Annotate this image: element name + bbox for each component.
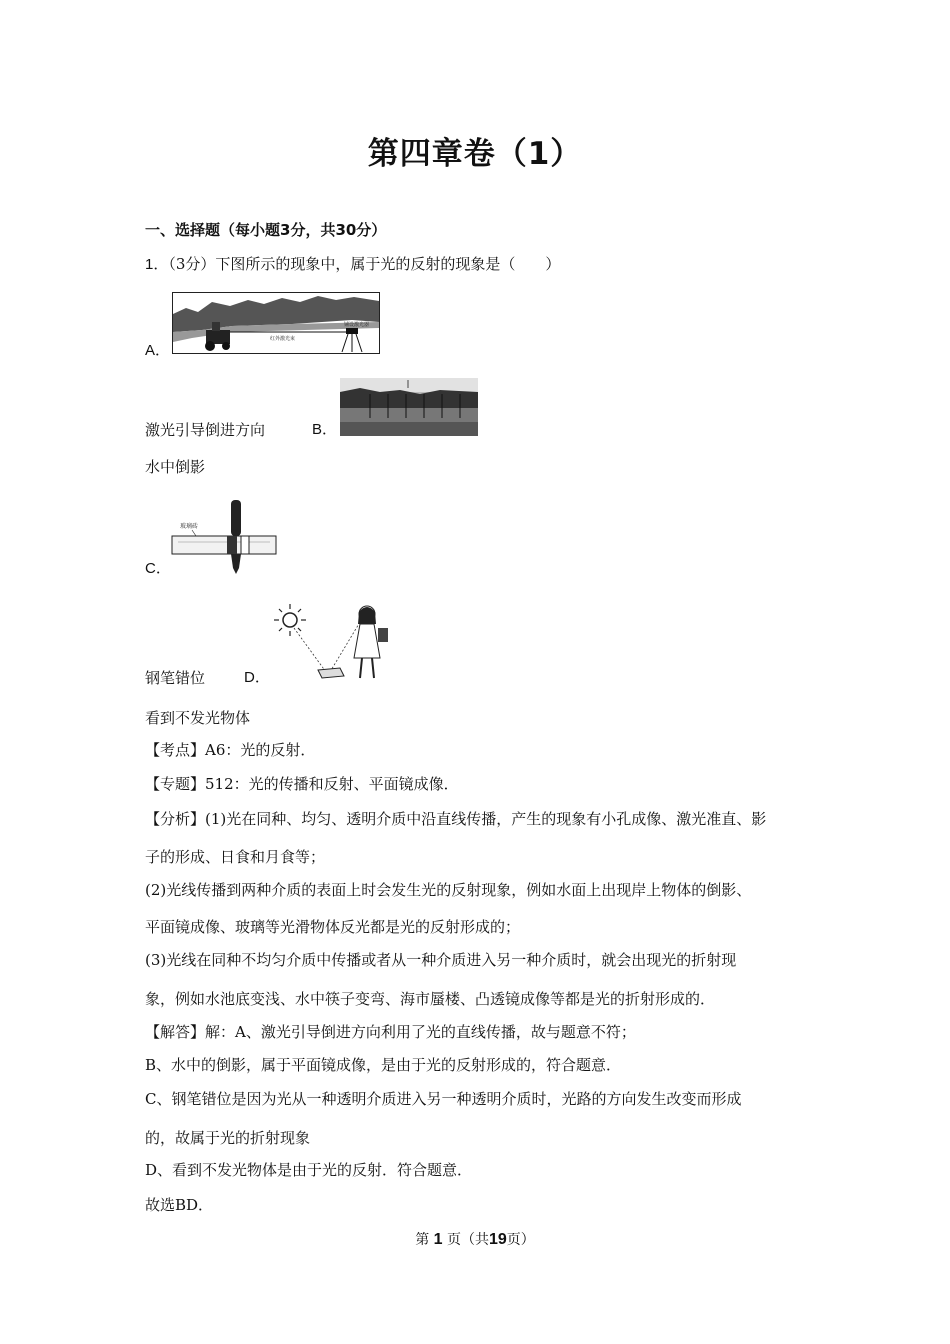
option-b-letter: B． bbox=[312, 421, 338, 438]
kaodian-text: A6：光的反射． bbox=[205, 741, 316, 759]
fenxi-line-3b: 象，例如水池底变浅、水中筷子变弯、海市蜃楼、凸透镜成像等都是光的折射形成的． bbox=[145, 990, 716, 1008]
fenxi-line-3a: (3)光线在同种不均匀介质中传播或者从一种介质进入另一种介质时，就会出现光的折射现 bbox=[145, 951, 737, 969]
footer-mid: 页（共 bbox=[447, 1232, 489, 1248]
page-footer bbox=[0, 1229, 950, 1249]
jieda-line-a bbox=[145, 1022, 636, 1042]
section-heading: 一、选择题（每小题3分，共30分） bbox=[145, 221, 387, 239]
option-d-letter: D． bbox=[244, 669, 270, 686]
jieda-line-c1: C、钢笔错位是因为光从一种透明介质进入另一种透明介质时，光路的方向发生改变而形成 bbox=[145, 1090, 742, 1108]
option-d-caption: 看到不发光物体 bbox=[145, 709, 251, 727]
figure-a-laser-tractor bbox=[172, 292, 380, 354]
option-a-letter: A． bbox=[145, 342, 171, 359]
option-c-caption: 钢笔错位 bbox=[145, 669, 206, 687]
option-c-letter: C． bbox=[145, 560, 171, 577]
fenxi-line-2a: (2)光线传播到两种介质的表面上时会发生光的反射现象，例如水面上出现岸上物体的倒影、 bbox=[145, 881, 752, 899]
question-number: 1． bbox=[145, 256, 169, 273]
question-stem: 下图所示的现象中，属于光的反射的现象是（ ） bbox=[215, 255, 561, 273]
option-b-caption: 水中倒影 bbox=[145, 458, 206, 476]
kaodian-line bbox=[145, 740, 315, 760]
fenxi-line-1 bbox=[145, 809, 766, 829]
jieda-line-b: B、水中的倒影，属于平面镜成像，是由于光的反射形成的，符合题意． bbox=[145, 1056, 622, 1074]
figure-a-label-2: 铺设激光器 bbox=[344, 322, 370, 328]
footer-prefix: 第 bbox=[415, 1232, 430, 1248]
zhuanti-tag: 【专题】 bbox=[145, 775, 206, 793]
footer-total-pages: 19 bbox=[489, 1231, 507, 1248]
jieda-line-c2: 的，故属于光的折射现象 bbox=[145, 1129, 311, 1147]
zhuanti-line bbox=[145, 774, 459, 794]
question-1 bbox=[145, 254, 560, 275]
fenxi-line-2b: 平面镜成像、玻璃等光滑物体反光都是光的反射形成的； bbox=[145, 918, 521, 936]
figure-c-pen-glass bbox=[170, 498, 278, 574]
figure-d-girl-seeing-book bbox=[270, 600, 400, 684]
page-title: 第四章卷（1） bbox=[367, 136, 583, 172]
fenxi-text-1a: (1)光在同种、均匀、透明介质中沿直线传播，产生的现象有小孔成像、激光准直、影 bbox=[205, 810, 767, 828]
jieda-text-a: 解：A、激光引导倒进方向利用了光的直线传播，故与题意不符； bbox=[205, 1023, 636, 1041]
fenxi-line-1b: 子的形成、日食和月食等； bbox=[145, 848, 326, 866]
jieda-tag: 【解答】 bbox=[145, 1023, 206, 1041]
figure-b-water-reflection bbox=[340, 378, 478, 436]
figure-c-label-1: 玻璃砖 bbox=[180, 523, 199, 530]
figure-a-label-1: 红外激光束 bbox=[270, 336, 296, 342]
zhuanti-text: 512：光的传播和反射、平面镜成像． bbox=[205, 775, 459, 793]
footer-suffix: 页） bbox=[506, 1232, 535, 1248]
kaodian-tag: 【考点】 bbox=[145, 741, 206, 759]
jieda-line-d: D、看到不发光物体是由于光的反射．符合题意． bbox=[145, 1161, 473, 1179]
question-points: （3分） bbox=[168, 255, 216, 273]
fenxi-tag: 【分析】 bbox=[145, 810, 206, 828]
answer-line: 故选BD． bbox=[145, 1196, 214, 1214]
footer-page-number: 1 bbox=[433, 1231, 443, 1248]
option-a-caption: 激光引导倒进方向 bbox=[145, 421, 266, 439]
